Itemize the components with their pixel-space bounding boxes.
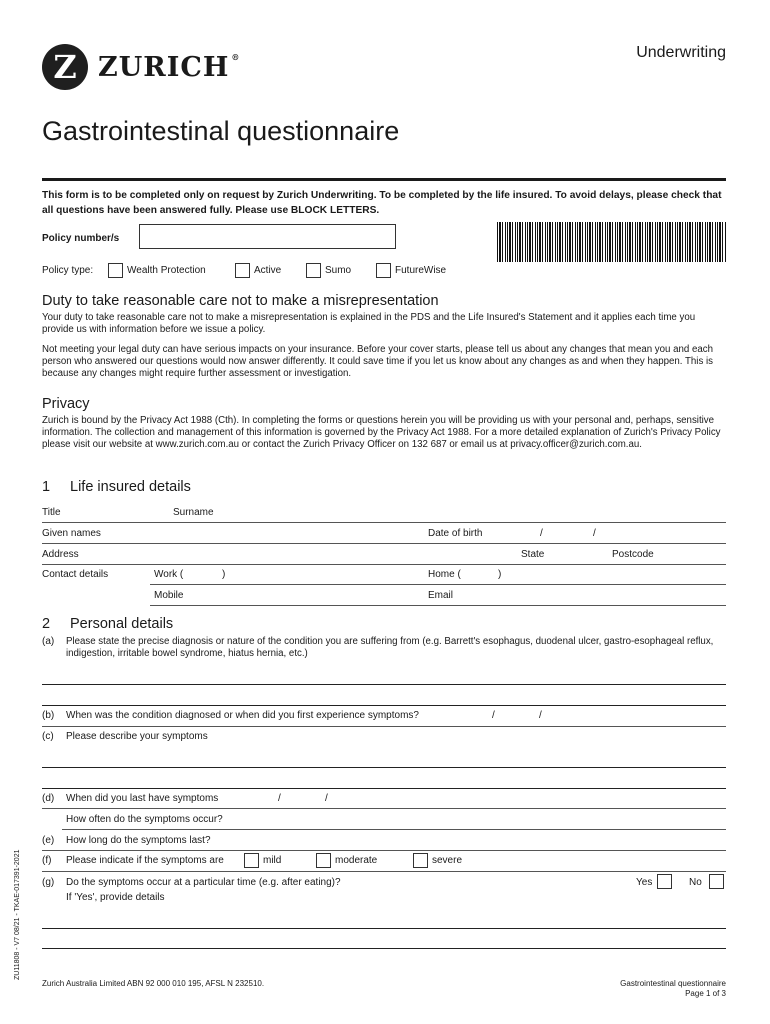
footer-doc-name: Gastrointestinal questionnaire bbox=[620, 979, 726, 988]
policy-type-futurewise: FutureWise bbox=[395, 265, 447, 276]
registered-mark: ® bbox=[231, 51, 241, 62]
footer-company: Zurich Australia Limited ABN 92 000 010 195, AFSL N 232510. bbox=[42, 979, 265, 988]
mobile-line bbox=[150, 605, 726, 606]
b-slash-2: / bbox=[539, 710, 542, 721]
checkbox-mild[interactable] bbox=[244, 853, 259, 868]
question-f-tag: (f) bbox=[42, 855, 52, 866]
question-d2-text: How often do the symptoms occur? bbox=[66, 814, 223, 825]
given-names-line bbox=[42, 543, 726, 544]
section-1-number: 1 bbox=[42, 479, 51, 495]
checkbox-active[interactable] bbox=[235, 263, 250, 278]
title-label: Title bbox=[42, 507, 61, 518]
title-line bbox=[42, 522, 726, 523]
contact-details-label: Contact details bbox=[42, 569, 109, 580]
checkbox-severe[interactable] bbox=[413, 853, 428, 868]
d-slash-1: / bbox=[278, 793, 281, 804]
question-a-tag: (a) bbox=[42, 636, 55, 647]
policy-type-label: Policy type: bbox=[42, 265, 94, 276]
question-e-text: How long do the symptoms last? bbox=[66, 835, 211, 846]
question-b-tag: (b) bbox=[42, 710, 55, 721]
option-mild: mild bbox=[263, 855, 282, 866]
checkbox-yes[interactable] bbox=[657, 874, 672, 889]
dob-label: Date of birth bbox=[428, 528, 483, 539]
option-moderate: moderate bbox=[335, 855, 378, 866]
question-g-text: Do the symptoms occur at a particular time (e.g. after eating)? bbox=[66, 877, 341, 888]
home-phone-label: Home ( bbox=[428, 569, 461, 580]
duty-paragraph-2: Not meeting your legal duty can have serious impacts on your insurance. Before your cover starts, please tell us about any changes that mean you and each person who answered our questions would now answer differently. It could save time if you let us know about any changes as and when they happen. This is because any changes might require further assessment or investigation. bbox=[42, 344, 713, 379]
footer-page-number: Page 1 of 3 bbox=[685, 989, 726, 998]
answer-c-line-2 bbox=[42, 788, 726, 789]
answer-d2-line bbox=[62, 829, 726, 830]
checkbox-no[interactable] bbox=[709, 874, 724, 889]
given-names-label: Given names bbox=[42, 528, 101, 539]
answer-b-line bbox=[42, 726, 726, 727]
answer-g-line-2 bbox=[42, 948, 726, 949]
contact-line bbox=[150, 584, 726, 585]
section-1-heading: Life insured details bbox=[70, 479, 191, 495]
policy-type-sumo: Sumo bbox=[325, 265, 352, 276]
b-slash-1: / bbox=[492, 710, 495, 721]
title-divider bbox=[42, 178, 726, 181]
answer-e-line bbox=[42, 850, 726, 851]
policy-type-active: Active bbox=[254, 265, 282, 276]
intro-text: This form is to be completed only on request by Zurich Underwriting. To be completed by the life insured. To avoid delays, please check that all questions have been answered fully. Please use BLOCK LETTERS. bbox=[42, 190, 722, 216]
yes-label: Yes bbox=[636, 877, 653, 888]
zurich-logo-mark: Z bbox=[42, 44, 88, 90]
postcode-label: Postcode bbox=[612, 549, 654, 560]
question-g-tag: (g) bbox=[42, 877, 55, 888]
page-title: Gastrointestinal questionnaire bbox=[42, 116, 400, 146]
question-g-details: If 'Yes', provide details bbox=[66, 892, 165, 903]
question-e-tag: (e) bbox=[42, 835, 55, 846]
zurich-wordmark bbox=[98, 52, 240, 83]
policy-type-wealth-protection: Wealth Protection bbox=[127, 265, 206, 276]
form-code-vertical: ZU11808 - V7 08/21 - TKAE-017391-2021 bbox=[14, 849, 21, 980]
section-2-number: 2 bbox=[42, 616, 51, 632]
question-f-text: Please indicate if the symptoms are bbox=[66, 855, 224, 866]
zurich-logo bbox=[42, 44, 240, 90]
answer-g-line-1 bbox=[42, 928, 726, 929]
duty-heading: Duty to take reasonable care not to make a misrepresentation bbox=[42, 293, 439, 309]
barcode bbox=[497, 222, 726, 262]
no-label: No bbox=[689, 877, 702, 888]
department-label: Underwriting bbox=[636, 44, 726, 61]
checkbox-sumo[interactable] bbox=[306, 263, 321, 278]
policy-number-label: Policy number/s bbox=[42, 233, 120, 244]
privacy-paragraph: Zurich is bound by the Privacy Act 1988 (Cth). In completing the forms or questions herein you will be providing us with your personal and, perhaps, sensitive information. The collection and management of this information is governed by the Privacy Act 1988. For a more detailed explanation of Zurich's Privacy Policy please visit our website at www.zurich.com.au or contact the Zurich Privacy Officer on 132 687 or email us at privacy.officer@zurich.com.au. bbox=[42, 415, 721, 450]
question-c-text: Please describe your symptoms bbox=[66, 731, 208, 742]
d-slash-2: / bbox=[325, 793, 328, 804]
checkbox-wealth-protection[interactable] bbox=[108, 263, 123, 278]
state-label: State bbox=[521, 549, 545, 560]
surname-label: Surname bbox=[173, 507, 214, 518]
dob-slash-1: / bbox=[540, 528, 543, 539]
work-paren-close: ) bbox=[222, 569, 226, 580]
option-severe: severe bbox=[432, 855, 463, 866]
dob-slash-2: / bbox=[593, 528, 596, 539]
question-b-text: When was the condition diagnosed or when did you first experience symptoms? bbox=[66, 710, 419, 721]
answer-a-line-1 bbox=[42, 684, 726, 685]
address-label: Address bbox=[42, 549, 79, 560]
question-c-tag: (c) bbox=[42, 731, 54, 742]
work-phone-label: Work ( bbox=[154, 569, 184, 580]
section-2-heading: Personal details bbox=[70, 616, 174, 632]
answer-a-line-2 bbox=[42, 705, 726, 706]
home-paren-close: ) bbox=[498, 569, 502, 580]
address-line bbox=[42, 564, 726, 565]
answer-d-line bbox=[42, 808, 726, 809]
question-d-tag: (d) bbox=[42, 793, 55, 804]
logo-word-text: ZURICH bbox=[98, 51, 230, 83]
checkbox-moderate[interactable] bbox=[316, 853, 331, 868]
answer-f-line bbox=[42, 871, 726, 872]
question-d-text: When did you last have symptoms bbox=[66, 793, 219, 804]
answer-c-line-1 bbox=[42, 767, 726, 768]
email-label: Email bbox=[428, 590, 454, 601]
checkbox-futurewise[interactable] bbox=[376, 263, 391, 278]
question-a-text: Please state the precise diagnosis or nature of the condition you are suffering from (e.g. Barrett's esophagus, duodenal ulcer, gastro-esophageal reflux, indigestion, irritable bowel syndrome, hiatus hernia, etc.) bbox=[66, 636, 714, 659]
duty-paragraph-1: Your duty to take reasonable care not to make a misrepresentation is explained in the PDS and the Life Insured's Statement and it applies each time you provide us with information before we issue a policy. bbox=[42, 312, 696, 335]
privacy-heading: Privacy bbox=[42, 396, 90, 412]
mobile-label: Mobile bbox=[154, 590, 184, 601]
policy-number-input[interactable] bbox=[139, 224, 396, 249]
